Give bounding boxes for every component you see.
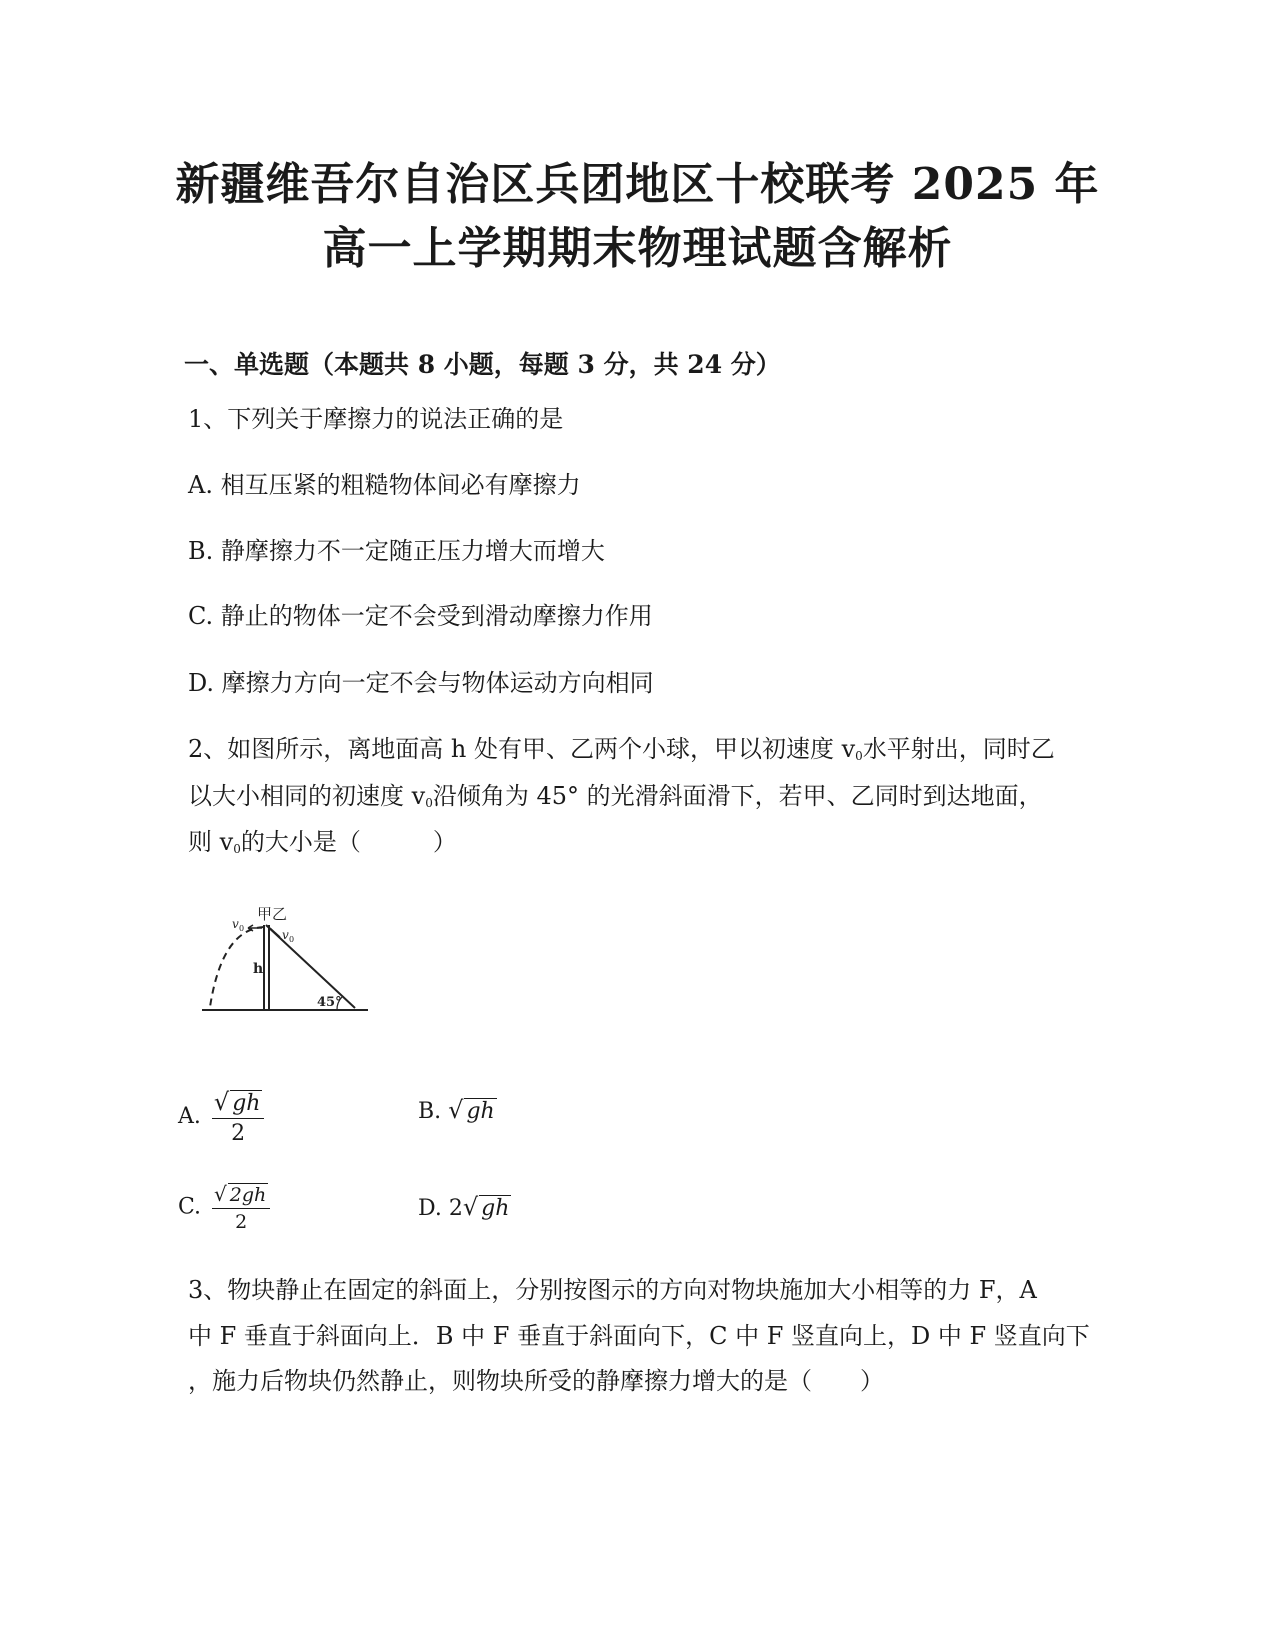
radical-sign: √ <box>214 1182 227 1206</box>
question-3-stem-line-3: ，施力后物块仍然静止，则物块所受的静摩擦力增大的是（ ） <box>188 1367 884 1395</box>
subscript-zero: 0 <box>425 796 433 810</box>
question-3-stem-line-1: 3、物块静止在固定的斜面上，分别按图示的方向对物块施加大小相等的力 F，A <box>188 1276 1037 1304</box>
subscript-zero: 0 <box>233 842 241 856</box>
subscript-zero: 0 <box>855 749 863 763</box>
question-1-option-c: C. 静止的物体一定不会受到滑动摩擦力作用 <box>188 602 653 630</box>
section-heading-single-choice: 一、单选题（本题共 8 小题，每题 3 分，共 24 分） <box>184 350 781 379</box>
question-2-option-a <box>178 1088 264 1146</box>
q2-text: 水平射出，同时乙 <box>862 735 1055 763</box>
option-c-radicand: 2gh <box>229 1184 267 1206</box>
label-v0-left-sub: 0 <box>239 924 245 933</box>
projectile-incline-figure <box>200 895 380 1030</box>
question-2-option-b <box>418 1096 497 1124</box>
q2-text: 的大小是（ ） <box>240 828 457 856</box>
radical-sign: √ <box>213 1088 230 1116</box>
option-c-denominator: 2 <box>235 1211 248 1233</box>
option-b-radicand: gh <box>466 1099 495 1124</box>
question-1-option-a: A. 相互压紧的粗糙物体间必有摩擦力 <box>188 471 581 499</box>
question-1-option-d: D. 摩擦力方向一定不会与物体运动方向相同 <box>188 669 654 697</box>
option-a-radicand: gh <box>232 1091 261 1116</box>
option-c-label: C. <box>178 1194 202 1220</box>
question-1-stem: 1、下列关于摩擦力的说法正确的是 <box>188 405 564 433</box>
radical-sign: √ <box>462 1193 479 1221</box>
incline-line <box>266 925 355 1008</box>
question-2-option-d <box>418 1193 511 1221</box>
question-3-stem-line-2: 中 F 垂直于斜面向上．B 中 F 垂直于斜面向下，C 中 F 竖直向上，D 中 F 竖直向下 <box>188 1322 1090 1350</box>
option-a-fraction <box>212 1088 265 1146</box>
q2-text: 2、如图所示，离地面高 h 处有甲、乙两个小球，甲以初速度 v <box>188 735 856 763</box>
label-v0-right-sub: 0 <box>289 935 295 944</box>
question-2-option-c <box>178 1182 270 1233</box>
label-height-h: h <box>253 961 264 977</box>
question-1-option-b: B. 静摩擦力不一定随正压力增大而增大 <box>188 537 605 565</box>
q2-text: 则 v <box>188 828 234 856</box>
question-2-stem-line-3 <box>188 827 457 864</box>
label-angle-45: 45° <box>317 995 342 1010</box>
option-b-label: B. <box>418 1099 442 1124</box>
radical-sign: √ <box>448 1096 464 1124</box>
option-a-label: A. <box>178 1104 201 1129</box>
option-d-radicand: gh <box>481 1196 510 1221</box>
label-jia-yi: 甲乙 <box>257 905 288 923</box>
q2-text: 以大小相同的初速度 v <box>188 782 426 810</box>
label-v0-left: v <box>232 917 239 931</box>
document-title-line-1: 新疆维吾尔自治区兵团地区十校联考 2025 年 <box>175 159 1100 210</box>
document-title-line-2: 高一上学期期末物理试题含解析 <box>322 223 953 274</box>
label-v0-right: v <box>282 928 289 942</box>
option-c-fraction <box>212 1182 270 1233</box>
option-d-label: D. 2 <box>418 1196 463 1221</box>
question-2-stem-line-2 <box>188 781 1043 818</box>
option-a-denominator: 2 <box>231 1121 246 1146</box>
question-2-stem-line-1 <box>188 734 1055 771</box>
velocity-arrow-right <box>270 928 280 937</box>
q2-text: 沿倾角为 45° 的光滑斜面滑下，若甲、乙同时到达地面， <box>432 782 1043 810</box>
